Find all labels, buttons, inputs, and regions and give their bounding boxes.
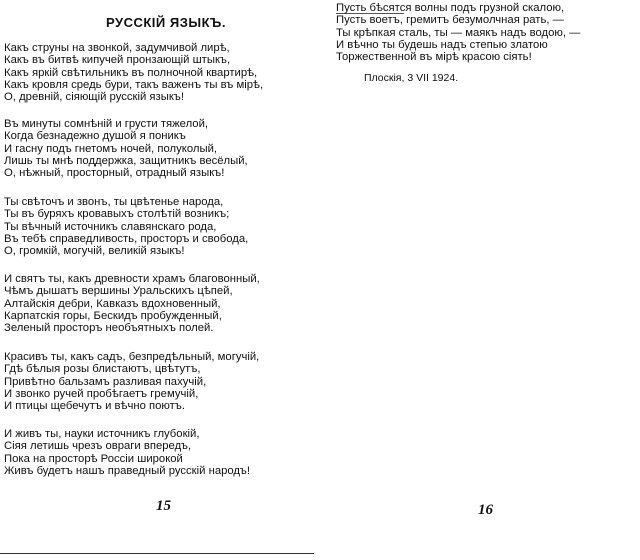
- poem-line: И вѣчно ты будешь надъ степью златою: [336, 38, 548, 51]
- poem-line: Чѣмъ дышатъ вершины Уральскихъ цѣпей,: [4, 285, 233, 298]
- poem-line: Какъ кровля средь бури, такъ важенъ ты въ мірѣ,: [4, 78, 264, 91]
- poem-line: Въ минуты сомнѣній и грусти тяжелой,: [4, 118, 209, 130]
- right-page: [318, 0, 640, 560]
- stanza-2: [4, 118, 314, 179]
- poem-line: Привѣтно бальзамъ разливая пахучій,: [4, 375, 207, 388]
- stanza-1: [4, 42, 314, 103]
- page-number: 15: [156, 498, 171, 514]
- poem-line: Зеленый просторъ необъятныхъ полей.: [4, 322, 214, 335]
- poem-line: О, нѣжный, просторный, отрадный языкъ!: [4, 167, 225, 180]
- poem-line: Гдѣ бѣлыя розы блистаютъ, цвѣтутъ,: [4, 363, 201, 376]
- poem-line: И гасну подъ гнетомъ ночей, полуколый,: [4, 142, 218, 155]
- stanza-6: [4, 428, 314, 477]
- place-date-signature: Плоскія, 3 VII 1924.: [364, 72, 459, 84]
- poem-line: И святъ ты, какъ древности храмъ благовонный,: [4, 273, 260, 285]
- poem-line: Ты въ буряхъ кровавыхъ столѣтій возникъ;: [4, 208, 230, 221]
- poem-title: РУССКІЙ ЯЗЫКЪ.: [106, 15, 226, 30]
- poem-line: Какъ въ битвѣ кипучей пронзающій штыкъ,: [4, 54, 231, 67]
- poem-line: Пока на просторѣ Россіи широкой: [4, 452, 183, 465]
- poem-line: О, древній, сіяющій русскій языкъ!: [4, 91, 184, 104]
- poem-line: Ты свѣточъ и звонъ, ты цвѣтенье народа,: [4, 196, 224, 208]
- poem-line: Какъ струны на звонкой, задумчивой лирѣ,: [4, 42, 230, 54]
- poem-line: Алтайскія дебри, Кавказъ вдохновенный,: [4, 297, 221, 310]
- poem-line: Живъ будетъ нашъ праведный русскій народъ!: [4, 464, 250, 477]
- bottom-rule: [0, 553, 314, 554]
- poem-line: Ты вѣчный источникъ славянскаго рода,: [4, 220, 217, 233]
- poem-line: Когда безнадежно душой я поникъ: [4, 130, 186, 143]
- stanza-3: [4, 196, 314, 257]
- page-number: 16: [478, 502, 493, 518]
- stanza-4: [4, 273, 314, 334]
- stanza-5: [4, 351, 314, 412]
- poem-line: Пусть воетъ, гремитъ безумолчная рать, —: [336, 14, 564, 27]
- poem-line: Сіяя летишь чрезъ овраги впередъ,: [4, 440, 192, 453]
- poem-line: О, громкій, могучій, великій языкъ!: [4, 245, 185, 258]
- poem-line: Лишь ты мнѣ поддержка, защитникъ весёлый,: [4, 154, 248, 167]
- poem-line: Какъ яркій свѣтильникъ въ полночной квартирѣ,: [4, 66, 258, 79]
- poem-line: Красивъ ты, какъ садъ, безпредѣльный, могучій,: [4, 351, 260, 363]
- poem-line: И живъ ты, науки источникъ глубокій,: [4, 428, 200, 440]
- poem-line: И звонко ручей пробѣгаетъ гремучій,: [4, 387, 199, 400]
- poem-line: Ты крѣпкая сталь, ты — маякъ надъ водою, —: [336, 26, 581, 39]
- poem-line: И птицы щебечутъ и вѣчно поютъ.: [4, 400, 185, 413]
- poem-line: Въ тебѣ справедливость, просторъ и свобода,: [4, 232, 249, 245]
- left-page: [0, 0, 318, 560]
- poem-line: Пусть бѣсятся волны подъ грузной скалою,: [336, 2, 565, 14]
- stanza-continuation: [336, 2, 636, 63]
- poem-line: Торжественной въ мірѣ красою сіять!: [336, 51, 532, 64]
- poem-line: Карпатскія горы, Бескидъ пробужденный,: [4, 309, 222, 322]
